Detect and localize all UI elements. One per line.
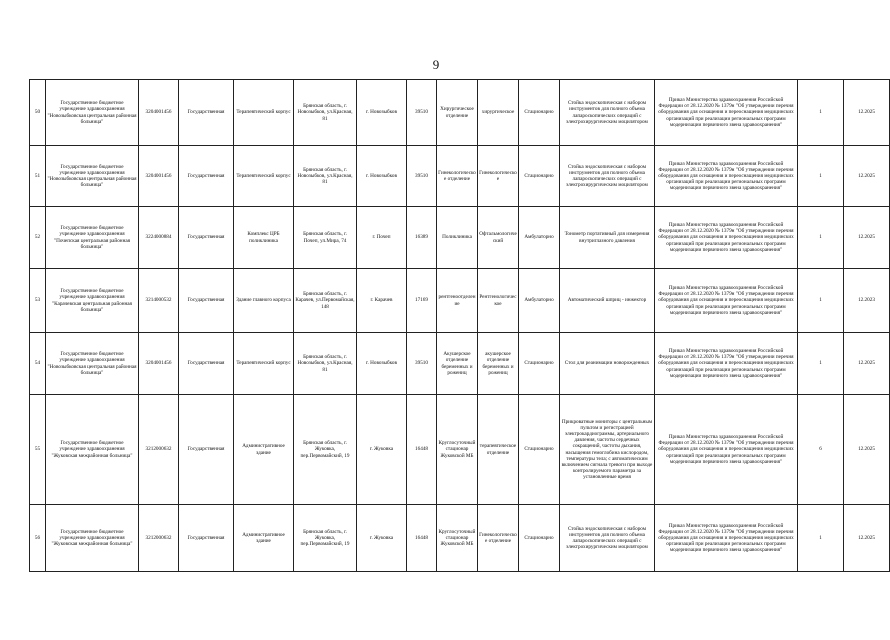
table-row <box>30 80 890 146</box>
cell-code: 39510 <box>407 80 437 146</box>
cell-equipment: Прикроватные мониторы с центральным пультом и регистрацией электрокардиограммы, артериального давления, частоты сердечных сокращений, частоты дыхания, насыщения гемоглобина кислородом, температуры тела; с автоматическим включением сигнала тревоги при выходе контролируемого параметра за установленные время <box>560 395 655 505</box>
cell-city: г. Новозыбков <box>357 146 407 207</box>
cell-quantity: 1 <box>798 80 844 146</box>
cell-ownership-form: Государственная <box>179 333 234 395</box>
table-row <box>30 269 890 333</box>
cell-date: 12.2025 <box>844 207 890 269</box>
cell-organization: Государственное бюджетное учреждение здравоохранения "Новозыбковская центральная районная больница" <box>46 333 139 395</box>
cell-row-number: 51 <box>30 146 46 207</box>
cell-order: Приказ Министерства здравоохранения Российской Федерации от 28.12.2020 № 1379н "Об утверждении перечня оборудования для оснащения и переоснащения медицинских организаций при реализации региональных программ модернизации первичного звена здравоохранения" <box>655 395 798 505</box>
table-row <box>30 505 890 572</box>
cell-profile: Гинекологическое <box>478 146 519 207</box>
cell-code: 17169 <box>407 269 437 333</box>
cell-row-number: 54 <box>30 333 46 395</box>
cell-building: Терапевтический корпус <box>234 80 294 146</box>
table-row <box>30 146 890 207</box>
cell-department: Круглосуточный стационар Жуковской МБ <box>437 395 478 505</box>
cell-organization: Государственное бюджетное учреждение здравоохранения "Новозыбковская центральная районная больница" <box>46 146 139 207</box>
cell-inn: 3224000884 <box>139 207 179 269</box>
cell-care-condition: Стационарно <box>519 333 560 395</box>
cell-quantity: 1 <box>798 269 844 333</box>
cell-department: рентгеноотделение <box>437 269 478 333</box>
cell-code: 39510 <box>407 333 437 395</box>
cell-quantity: 6 <box>798 395 844 505</box>
cell-profile: акушерское отделение беременных и рожениц <box>478 333 519 395</box>
cell-organization: Государственное бюджетное учреждение здравоохранения "Жуковская межрайонная больница" <box>46 505 139 572</box>
cell-equipment: Стол для реанимации новорожденных <box>560 333 655 395</box>
cell-building: Терапевтический корпус <box>234 333 294 395</box>
cell-address: Брянская область, г. Новозыбков, ул.Красная, 81 <box>294 80 357 146</box>
cell-department: Поликлиника <box>437 207 478 269</box>
cell-inn: 3214000532 <box>139 269 179 333</box>
cell-organization: Государственное бюджетное учреждение здравоохранения "Жуковская межрайонная больница" <box>46 395 139 505</box>
cell-profile: терапевтическое отделение <box>478 395 519 505</box>
cell-code: 16389 <box>407 207 437 269</box>
cell-inn: 3212000632 <box>139 395 179 505</box>
cell-profile: Гинекологическое отделение <box>478 505 519 572</box>
cell-equipment: Тонометр портативный для измерения внутриглазного давления <box>560 207 655 269</box>
cell-row-number: 52 <box>30 207 46 269</box>
cell-date: 12.2025 <box>844 80 890 146</box>
cell-care-condition: Стационарно <box>519 505 560 572</box>
cell-city: г. Жуковка <box>357 505 407 572</box>
cell-city: г. Почеп <box>357 207 407 269</box>
cell-ownership-form: Государственная <box>179 269 234 333</box>
cell-department: Гинекологическое отделение <box>437 146 478 207</box>
cell-ownership-form: Государственная <box>179 395 234 505</box>
cell-address: Брянская область, г. Новозыбков, ул.Красная, 81 <box>294 146 357 207</box>
cell-care-condition: Амбулаторно <box>519 269 560 333</box>
cell-care-condition: Стационарно <box>519 146 560 207</box>
cell-quantity: 1 <box>798 333 844 395</box>
cell-department: Круглосуточный стационар Жуковской МБ <box>437 505 478 572</box>
cell-order: Приказ Министерства здравоохранения Российской Федерации от 28.12.2020 № 1379н "Об утверждении перечня оборудования для оснащения и переоснащения медицинских организаций при реализации региональных программ модернизации первичного звена здравоохранения" <box>655 269 798 333</box>
cell-date: 12.2025 <box>844 333 890 395</box>
cell-building: Административное здание <box>234 395 294 505</box>
cell-organization: Государственное бюджетное учреждение здравоохранения "Почепская центральная районная больница" <box>46 207 139 269</box>
cell-inn: 3204001456 <box>139 80 179 146</box>
cell-order: Приказ Министерства здравоохранения Российской Федерации от 28.12.2020 № 1379н "Об утверждении перечня оборудования для оснащения и переоснащения медицинских организаций при реализации региональных программ модернизации первичного звена здравоохранения" <box>655 80 798 146</box>
cell-care-condition: Амбулаторно <box>519 207 560 269</box>
cell-row-number: 53 <box>30 269 46 333</box>
cell-city: г. Новозыбков <box>357 80 407 146</box>
cell-ownership-form: Государственная <box>179 146 234 207</box>
cell-row-number: 56 <box>30 505 46 572</box>
cell-inn: 3212000632 <box>139 505 179 572</box>
cell-inn: 3204001456 <box>139 146 179 207</box>
cell-organization: Государственное бюджетное учреждение здравоохранения "Новозыбковская центральная районная больница" <box>46 80 139 146</box>
cell-address: Брянская область, г. Новозыбков, ул.Красная, 81 <box>294 333 357 395</box>
cell-ownership-form: Государственная <box>179 207 234 269</box>
cell-equipment: Стойка эндоскопическая с набором инструментов для полного объема лапароскопических операций с электрохирургическим моцилятором <box>560 146 655 207</box>
cell-address: Брянская область, г. Карачев, ул.Первомайская, 148 <box>294 269 357 333</box>
table-row <box>30 333 890 395</box>
cell-organization: Государственное бюджетное учреждение здравоохранения "Карачевская центральная районная больница" <box>46 269 139 333</box>
table-row <box>30 395 890 505</box>
cell-equipment: Стойка эндоскопическая с набором инструментов для полного объема лапароскопических операций с электрохирургическим моцилятором <box>560 80 655 146</box>
cell-address: Брянская область, г. Жуковка, пер.Первомайский, 19 <box>294 395 357 505</box>
cell-equipment: Стойка эндоскопическая с набором инструментов для полного объема лапароскопических операций с электрохирургическим моцилятором <box>560 505 655 572</box>
cell-care-condition: Стационарно <box>519 395 560 505</box>
cell-date: 12.2025 <box>844 395 890 505</box>
cell-department: Хирургическое отделение <box>437 80 478 146</box>
cell-code: 16448 <box>407 395 437 505</box>
cell-building: Здание главного корпуса <box>234 269 294 333</box>
cell-date: 12.2025 <box>844 146 890 207</box>
cell-department: Акушерское отделение беременных и рожениц <box>437 333 478 395</box>
cell-order: Приказ Министерства здравоохранения Российской Федерации от 28.12.2020 № 1379н "Об утверждении перечня оборудования для оснащения и переоснащения медицинских организаций при реализации региональных программ модернизации первичного звена здравоохранения" <box>655 333 798 395</box>
cell-row-number: 50 <box>30 80 46 146</box>
cell-building: Терапевтический корпус <box>234 146 294 207</box>
cell-building: Административное здание <box>234 505 294 572</box>
cell-row-number: 55 <box>30 395 46 505</box>
cell-ownership-form: Государственная <box>179 80 234 146</box>
cell-address: Брянская область, г. Жуковка, пер.Первомайский, 19 <box>294 505 357 572</box>
cell-profile: Рентгенологическое <box>478 269 519 333</box>
cell-profile: Офтальмологический <box>478 207 519 269</box>
cell-care-condition: Стационарно <box>519 80 560 146</box>
equipment-table <box>29 79 890 572</box>
cell-address: Брянская область, г. Почеп, ул.Мира, 74 <box>294 207 357 269</box>
cell-quantity: 1 <box>798 207 844 269</box>
cell-profile: хирургическое <box>478 80 519 146</box>
cell-inn: 3204001456 <box>139 333 179 395</box>
cell-quantity: 1 <box>798 146 844 207</box>
page-number: 9 <box>432 57 440 72</box>
table-row <box>30 207 890 269</box>
cell-order: Приказ Министерства здравоохранения Российской Федерации от 28.12.2020 № 1379н "Об утверждении перечня оборудования для оснащения и переоснащения медицинских организаций при реализации региональных программ модернизации первичного звена здравоохранения" <box>655 146 798 207</box>
cell-city: г. Жуковка <box>357 395 407 505</box>
cell-quantity: 1 <box>798 505 844 572</box>
cell-code: 16448 <box>407 505 437 572</box>
cell-date: 12.2023 <box>844 269 890 333</box>
cell-ownership-form: Государственная <box>179 505 234 572</box>
cell-order: Приказ Министерства здравоохранения Российской Федерации от 28.12.2020 № 1379н "Об утверждении перечня оборудования для оснащения и переоснащения медицинских организаций при реализации региональных программ модернизации первичного звена здравоохранения" <box>655 207 798 269</box>
cell-building: Комплекс ЦРБ поликлиника <box>234 207 294 269</box>
cell-city: г. Карачев <box>357 269 407 333</box>
cell-city: г. Новозыбков <box>357 333 407 395</box>
cell-equipment: Автоматический шприц - инжектор <box>560 269 655 333</box>
cell-order: Приказ Министерства здравоохранения Российской Федерации от 28.12.2020 № 1379н "Об утверждении перечня оборудования для оснащения и переоснащения медицинских организаций при реализации региональных программ модернизации первичного звена здравоохранения" <box>655 505 798 572</box>
cell-code: 39510 <box>407 146 437 207</box>
cell-date: 12.2025 <box>844 505 890 572</box>
